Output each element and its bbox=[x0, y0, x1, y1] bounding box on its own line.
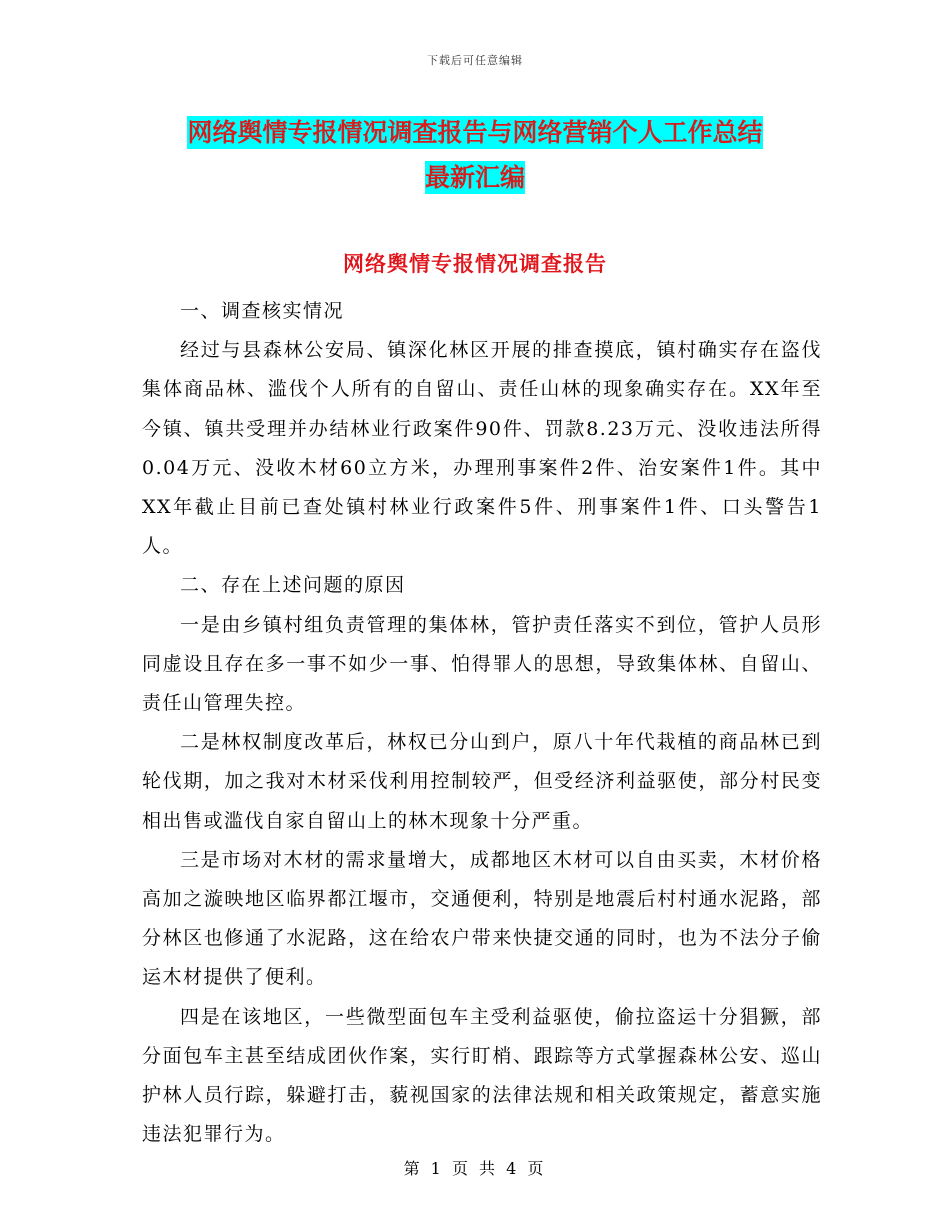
paragraph-cause-1: 一是由乡镇村组负责管理的集体林，管护责任落实不到位，管护人员形同虚设且存在多一事不如少一事、怕得罪人的思想，导致集体林、自留山、责任山管理失控。 bbox=[142, 613, 822, 715]
paragraph-cause-2: 二是林权制度改革后，林权已分山到户，原八十年代栽植的商品林已到轮伐期，加之我对木材采伐利用控制较严，但受经济利益驱使，部分村民变相出售或滥伐自家自留山上的林木现象十分严重。 bbox=[142, 731, 822, 832]
document-title bbox=[0, 110, 950, 200]
page-header: 下载后可任意编辑 bbox=[427, 54, 523, 67]
heading-causes: 二、存在上述问题的原因 bbox=[180, 574, 406, 597]
section-title: 网络舆情专报情况调查报告 bbox=[343, 251, 607, 276]
paragraph-investigation-findings: 经过与县森林公安局、镇深化林区开展的排查摸底，镇村确实存在盗伐集体商品林、滥伐个人所有的自留山、责任山林的现象确实存在。XX年至今镇、镇共受理并办结林业行政案件90件、罚款8.23万元、没收违法所得0.04万元、没收木材60立方米，办理刑事案件2件、治安案件1件。其中XX年截止目前已查处镇村林业行政案件5件、刑事案件1件、口头警告1人。 bbox=[142, 339, 822, 558]
paragraph-cause-4: 四是在该地区，一些微型面包车主受利益驱使，偷拉盗运十分猖獗，部分面包车主甚至结成团伙作案，实行盯梢、跟踪等方式掌握森林公安、巡山护林人员行踪，躲避打击，藐视国家的法律法规和相关政策规定，蓄意实施违法犯罪行为。 bbox=[142, 1005, 822, 1146]
document-title-line-1: 网络舆情专报情况调查报告与网络营销个人工作总结 bbox=[187, 118, 763, 147]
document-body bbox=[142, 292, 822, 1154]
document-title-line-2: 最新汇编 bbox=[424, 163, 525, 192]
paragraph-cause-3: 三是市场对木材的需求量增大，成都地区木材可以自由买卖，木材价格高加之漩映地区临界都江堰市，交通便利，特别是地震后村村通水泥路，部分林区也修通了水泥路，这在给农户带来快捷交通的同时，也为不法分子偷运木材提供了便利。 bbox=[142, 848, 822, 989]
page-footer: 第 1 页 共 4 页 bbox=[403, 1159, 547, 1178]
heading-investigation: 一、调查核实情况 bbox=[180, 300, 345, 322]
